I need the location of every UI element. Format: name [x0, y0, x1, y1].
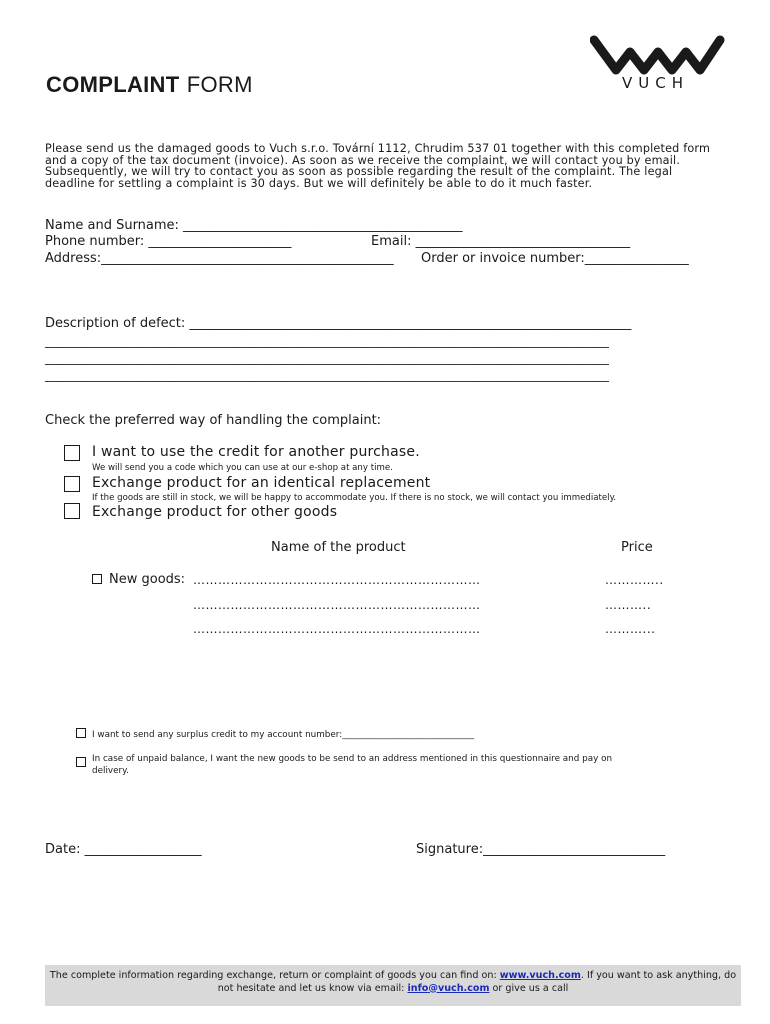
- page-title: [46, 72, 253, 98]
- identical-replacement-label: Exchange product for an identical replacement: [92, 475, 431, 491]
- title-bold: COMPLAINT: [46, 72, 180, 97]
- new-goods-checkbox[interactable]: [92, 574, 102, 584]
- unpaid-balance-line-2: delivery.: [92, 766, 129, 776]
- other-goods-checkbox[interactable]: [64, 503, 80, 519]
- address-field[interactable]: Address:_____________________________________________: [45, 251, 394, 266]
- new-goods-label: New goods:: [109, 572, 186, 587]
- identical-replacement-checkbox[interactable]: [64, 476, 80, 492]
- surplus-credit-label: I want to send any surplus credit to my account number:______________________________: [92, 730, 475, 740]
- surplus-credit-checkbox[interactable]: [76, 728, 86, 738]
- price-column-header: Price: [621, 540, 653, 555]
- unpaid-balance-line-1: In case of unpaid balance, I want the new goods to be send to an address mentioned in this questionnaire and pay on: [92, 754, 613, 764]
- price-line-2[interactable]: ………..: [605, 598, 652, 612]
- product-line-1[interactable]: ……………………………………………………………: [193, 573, 481, 587]
- product-line-2[interactable]: ……………………………………………………………: [193, 598, 481, 612]
- footer-info: [45, 965, 741, 1006]
- defect-description-field[interactable]: Description of defect: ____________________________________________________________________: [45, 316, 632, 331]
- email-link[interactable]: info@vuch.com: [407, 982, 490, 994]
- footer-text-2: . If you want to ask anything, do not hesitate and let us know via email:: [217, 970, 737, 994]
- website-link[interactable]: www.vuch.com: [499, 970, 581, 981]
- handling-heading: Check the preferred way of handling the complaint:: [45, 413, 382, 428]
- email-field[interactable]: Email: _________________________________: [371, 234, 631, 249]
- price-line-1[interactable]: …………..: [605, 573, 664, 587]
- defect-line-2[interactable]: ___________________________________________________________________________________________: [45, 350, 609, 365]
- name-field[interactable]: Name and Surname: ___________________________________________: [45, 218, 463, 233]
- credit-option-note: We will send you a code which you can use at our e-shop at any time.: [92, 463, 393, 473]
- footer-text-1: The complete information regarding exchange, return or complaint of goods you can find on:: [49, 970, 500, 981]
- phone-field[interactable]: Phone number: ______________________: [45, 234, 292, 249]
- defect-line-3[interactable]: ___________________________________________________________________________________________: [45, 367, 609, 382]
- product-line-3[interactable]: ……………………………………………………………: [193, 622, 481, 636]
- date-field[interactable]: Date: __________________: [45, 842, 202, 857]
- logo-text: VUCH: [622, 74, 689, 92]
- order-number-field[interactable]: Order or invoice number:________________: [421, 251, 689, 266]
- unpaid-balance-checkbox[interactable]: [76, 757, 86, 767]
- price-line-3[interactable]: ………...: [605, 622, 656, 636]
- defect-line-1[interactable]: ___________________________________________________________________________________________: [45, 333, 609, 348]
- credit-option-label: I want to use the credit for another purchase.: [92, 444, 420, 460]
- title-rest: FORM: [186, 72, 253, 97]
- product-column-header: Name of the product: [271, 540, 406, 555]
- footer-text-3: or give us a call: [489, 982, 569, 994]
- signature-field[interactable]: Signature:____________________________: [416, 842, 666, 857]
- other-goods-label: Exchange product for other goods: [92, 504, 338, 520]
- credit-checkbox[interactable]: [64, 445, 80, 461]
- intro-paragraph: Please send us the damaged goods to Vuch s.r.o. Tovární 1112, Chrudim 537 01 together with this completed form and a copy of the tax document (invoice). As soon as we receive the complaint, we will contact you by email. Subsequently, we will try to contact you as soon as possible regarding the result of the complaint. The legal deadline for settling a complaint is 30 days. But we will definitely be able to do it much faster.: [45, 142, 711, 190]
- identical-replacement-note: If the goods are still in stock, we will be happy to accommodate you. If there is no stock, we will contact you immediately.: [92, 493, 617, 503]
